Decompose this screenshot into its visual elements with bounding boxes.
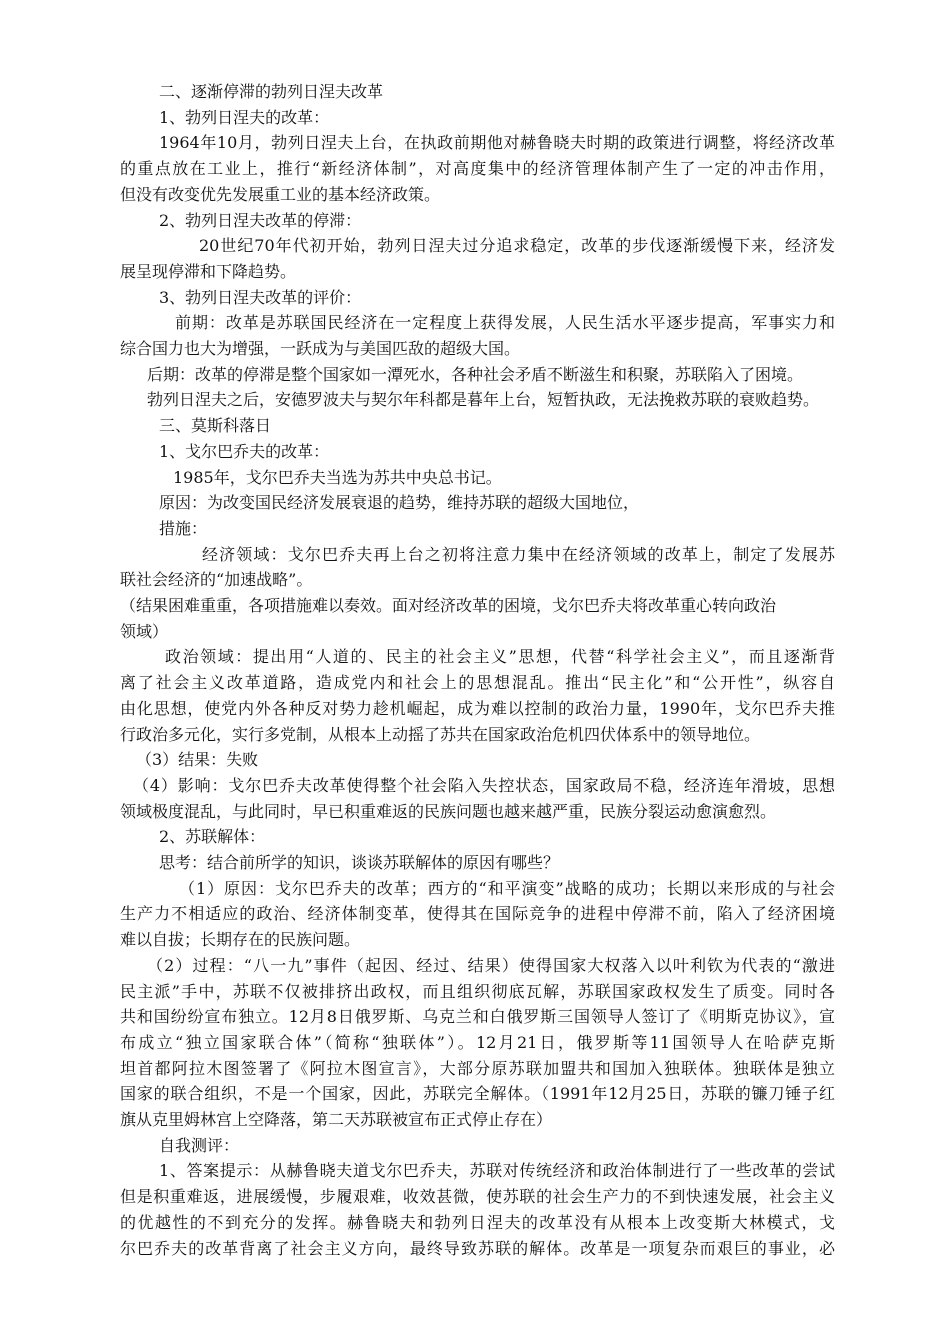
text-line: 联社会经济的“加速战略”。 — [120, 570, 313, 590]
text-line: 行政治多元化，实行多党制，从根本上动摇了苏共在国家政治危机四伏体系中的领导地位。 — [120, 724, 761, 744]
text-line: 政治领域：提出用“人道的、民主的社会主义”思想，代替“科学社会主义”，而且逐渐背 — [165, 647, 835, 667]
text-line: 布成立“独立国家联合体”（简称“独联体”）。12月21日，俄罗斯等11国领导人在哈萨克斯 — [120, 1032, 835, 1052]
text-line: 前期：改革是苏联国民经济在一定程度上获得发展，人民生活水平逐步提高，军事实力和 — [175, 313, 835, 333]
text-line: 领域） — [120, 621, 169, 641]
text-line: （2）过程：“八一九”事件（起因、经过、结果）使得国家大权落入以叶利钦为代表的“激进 — [147, 955, 835, 975]
text-line: （结果困难重重，各项措施难以奏效。面对经济改革的困境，戈尔巴乔夫将改革重心转向政治 — [120, 596, 777, 615]
text-line: 国家的联合组织，不是一个国家，因此，苏联完全解体。（1991年12月25日，苏联的镰刀锤子红 — [120, 1084, 835, 1104]
text-line: 措施： — [159, 518, 208, 538]
text-line: 由化思想，使党内外各种反对势力趁机崛起，成为难以控制的政治力量，1990年，戈尔巴乔夫推 — [120, 698, 835, 718]
text-line: 尔巴乔夫的改革背离了社会主义方向，最终导致苏联的解体。改革是一项复杂而艰巨的事业，必 — [120, 1238, 835, 1258]
text-line: 2、勃列日涅夫改革的停滞： — [159, 210, 362, 230]
text-line: 生产力不相适应的政治、经济体制变革，使得其在国际竞争的进程中停滞不前，陷入了经济困境 — [120, 904, 835, 924]
text-line: 1964年10月，勃列日涅夫上台，在执政前期他对赫鲁晓夫时期的政策进行调整，将经济改革 — [159, 133, 835, 153]
text-line: 民主派”手中，苏联不仅被排挤出政权，而且组织彻底瓦解，苏联国家政权发生了质变。同时各 — [120, 981, 835, 1001]
text-line: 原因：为改变国民经济发展衰退的趋势，维持苏联的超级大国地位， — [159, 493, 640, 513]
text-line: 2、苏联解体： — [159, 827, 266, 847]
text-line: 二、逐渐停滞的勃列日涅夫改革 — [159, 82, 384, 101]
text-line: 展呈现停滞和下降趋势。 — [120, 261, 297, 281]
text-line: 领域极度混乱，与此同时，早已积重难返的民族问题也越来越严重，民族分裂运动愈演愈烈。 — [120, 801, 777, 821]
text-line: 20世纪70年代初开始，勃列日涅夫过分追求稳定，改革的步伐逐渐缓慢下来，经济发 — [199, 236, 835, 256]
text-line: 的优越性的不到充分的发挥。赫鲁晓夫和勃列日涅夫的改革没有从根本上改变斯大林模式，戈 — [120, 1212, 835, 1232]
text-line: 经济领域：戈尔巴乔夫再上台之初将注意力集中在经济领域的改革上，制定了发展苏 — [202, 544, 835, 564]
text-line: 旗从克里姆林宫上空降落，第二天苏联被宣布正式停止存在） — [120, 1110, 553, 1129]
text-line: （3）结果：失败 — [136, 750, 259, 770]
text-line: 综合国力也大为增强，一跃成为与美国匹敌的超级大国。 — [120, 339, 521, 358]
text-line: 自我测评： — [159, 1135, 240, 1155]
text-line: 1、答案提示：从赫鲁晓夫道戈尔巴乔夫，苏联对传统经济和政治体制进行了一些改革的尝试 — [159, 1161, 835, 1181]
text-line: 后期：改革的停滞是整个国家如一潭死水，各种社会矛盾不断滋生和积聚，苏联陷入了困境。 — [147, 364, 804, 384]
text-line: 的重点放在工业上，推行“新经济体制”，对高度集中的经济管理体制产生了一定的冲击作用， — [120, 159, 835, 179]
text-line: 勃列日涅夫之后，安德罗波夫与契尔年科都是暮年上台，短暂执政，无法挽救苏联的衰败趋势。 — [147, 390, 820, 410]
text-line: 3、勃列日涅夫改革的评价： — [159, 287, 362, 307]
text-line: 思考：结合前所学的知识，谈谈苏联解体的原因有哪些？ — [159, 853, 560, 872]
text-line: 但没有改变优先发展重工业的基本经济政策。 — [120, 184, 441, 204]
text-line: 1、戈尔巴乔夫的改革： — [159, 441, 330, 461]
text-line: 1985年，戈尔巴乔夫当选为苏共中央总书记。 — [173, 467, 502, 487]
text-line: 难以自拔；长期存在的民族问题。 — [120, 930, 361, 950]
text-line: 三、莫斯科落日 — [159, 416, 272, 436]
text-line: （1）原因：戈尔巴乔夫的改革；西方的“和平演变”战略的成功；长期以来形成的与社会 — [179, 878, 835, 898]
text-line: 离了社会主义改革道路，造成党内和社会上的思想混乱。推出“民主化”和“公开性”，纵容自 — [120, 673, 835, 693]
text-line: （4）影响：戈尔巴乔夫改革使得整个社会陷入失控状态，国家政局不稳，经济连年滑坡，思想 — [133, 775, 835, 795]
text-line: 1、勃列日涅夫的改革： — [159, 107, 330, 127]
text-line: 但是积重难返，进展缓慢，步履艰难，收效甚微，使苏联的社会生产力的不到快速发展，社会主义 — [120, 1187, 835, 1207]
text-line: 坦首都阿拉木图签署了《阿拉木图宣言》，大部分原苏联加盟共和国加入独联体。独联体是独立 — [120, 1058, 835, 1078]
text-line: 共和国纷纷宣布独立。12月8日俄罗斯、乌克兰和白俄罗斯三国领导人签订了《明斯克协议》，宣 — [120, 1007, 835, 1027]
